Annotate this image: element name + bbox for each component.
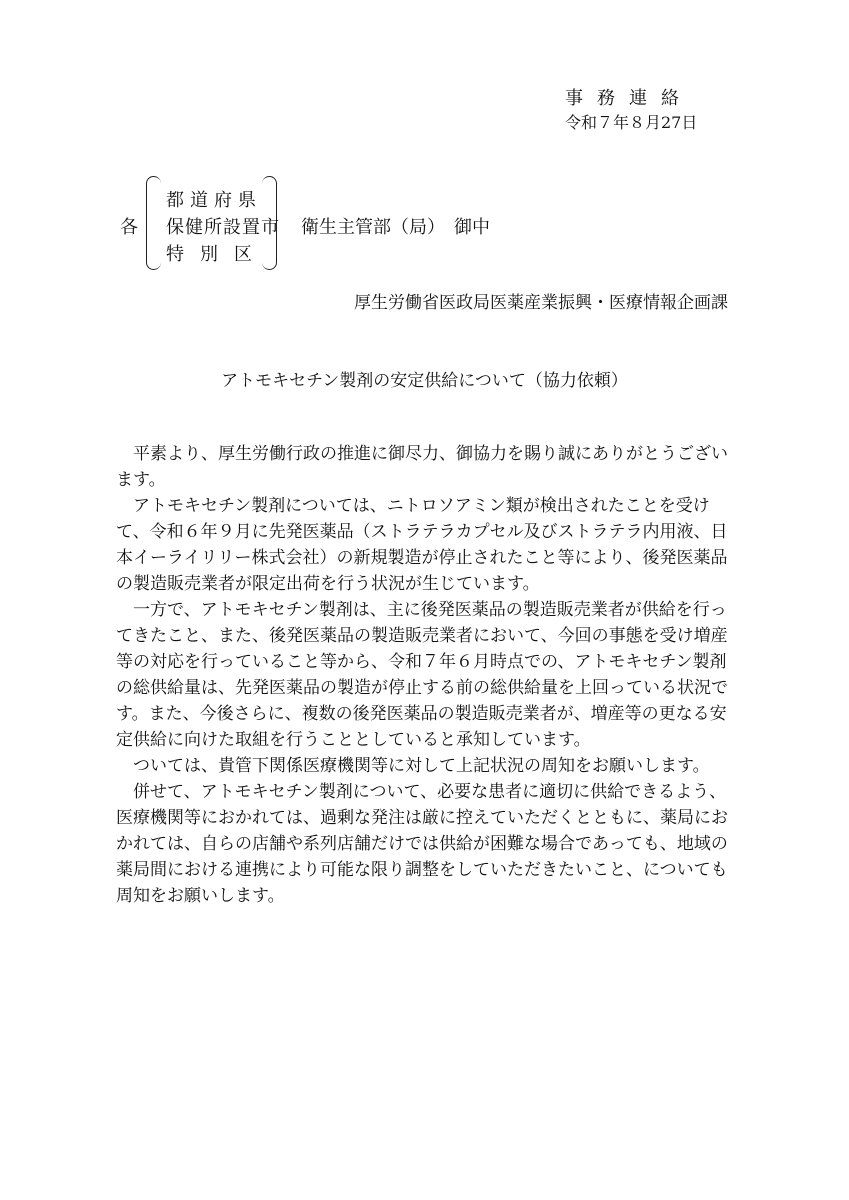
sender-office: 厚生労働省医政局医薬産業振興・医療情報企画課 [354,293,728,313]
body-paragraph: ついては、貴管下関係医療機関等に対して上記状況の周知をお願いします。 [133,756,710,776]
body-paragraph: 併せて、アトモキセチン製剤について、必要な患者に適切に供給できるよう、医療機関等におかれては、過剰な発注は厳に控えていただくとともに、薬局におかれては、自らの店舗や系列店舗だけでは供給が困難な場合であっても、地域の薬局間における連携により可能な限り調整をしていただきたいこと、についても周知をお願いします。 [116,782,728,906]
recipient-line: 特別区 [166,244,268,265]
recipient-line: 都道府県 [166,190,262,211]
recipient-department: 衛生主管部（局） 御中 [301,217,490,238]
body-paragraph: アトモキセチン製剤については、ニトロソアミン類が検出されたことを受けて、令和６年９月に先発医薬品（ストラテラカプセル及びストラテラ内用液、日本イーライリリー株式会社）の新規製造が停止されたこと等により、後発医薬品の製造販売業者が限定出荷を行う状況が生じています。 [116,496,728,594]
body-paragraph: 一方で、アトモキセチン製剤は、主に後発医薬品の製造販売業者が供給を行ってきたこと、また、後発医薬品の製造販売業者において、今回の事態を受け増産等の対応を行っていること等から、令和７年６月時点での、アトモキセチン製剤の総供給量は、先発医薬品の製造が停止する前の総供給量を上回っている状況です。また、今後さらに、複数の後発医薬品の製造販売業者が、増産等の更なる安定供給に向けた取組を行うこととしていると承知しています。 [116,600,728,750]
recipient-prefix: 各 [120,217,138,238]
issue-date: 令和７年８月27日 [565,113,698,132]
body-paragraph: 平素より、厚生労働行政の推進に御尽力、御協力を賜り誠にありがとうございます。 [116,444,728,490]
recipient-left-bracket [146,176,161,270]
recipient-line: 保健所設置市 [166,217,280,238]
document-body [116,441,731,909]
document-type-heading: 事務連絡 [565,88,693,109]
document-title: アトモキセチン製剤の安定供給について（協力依頼） [221,371,628,391]
